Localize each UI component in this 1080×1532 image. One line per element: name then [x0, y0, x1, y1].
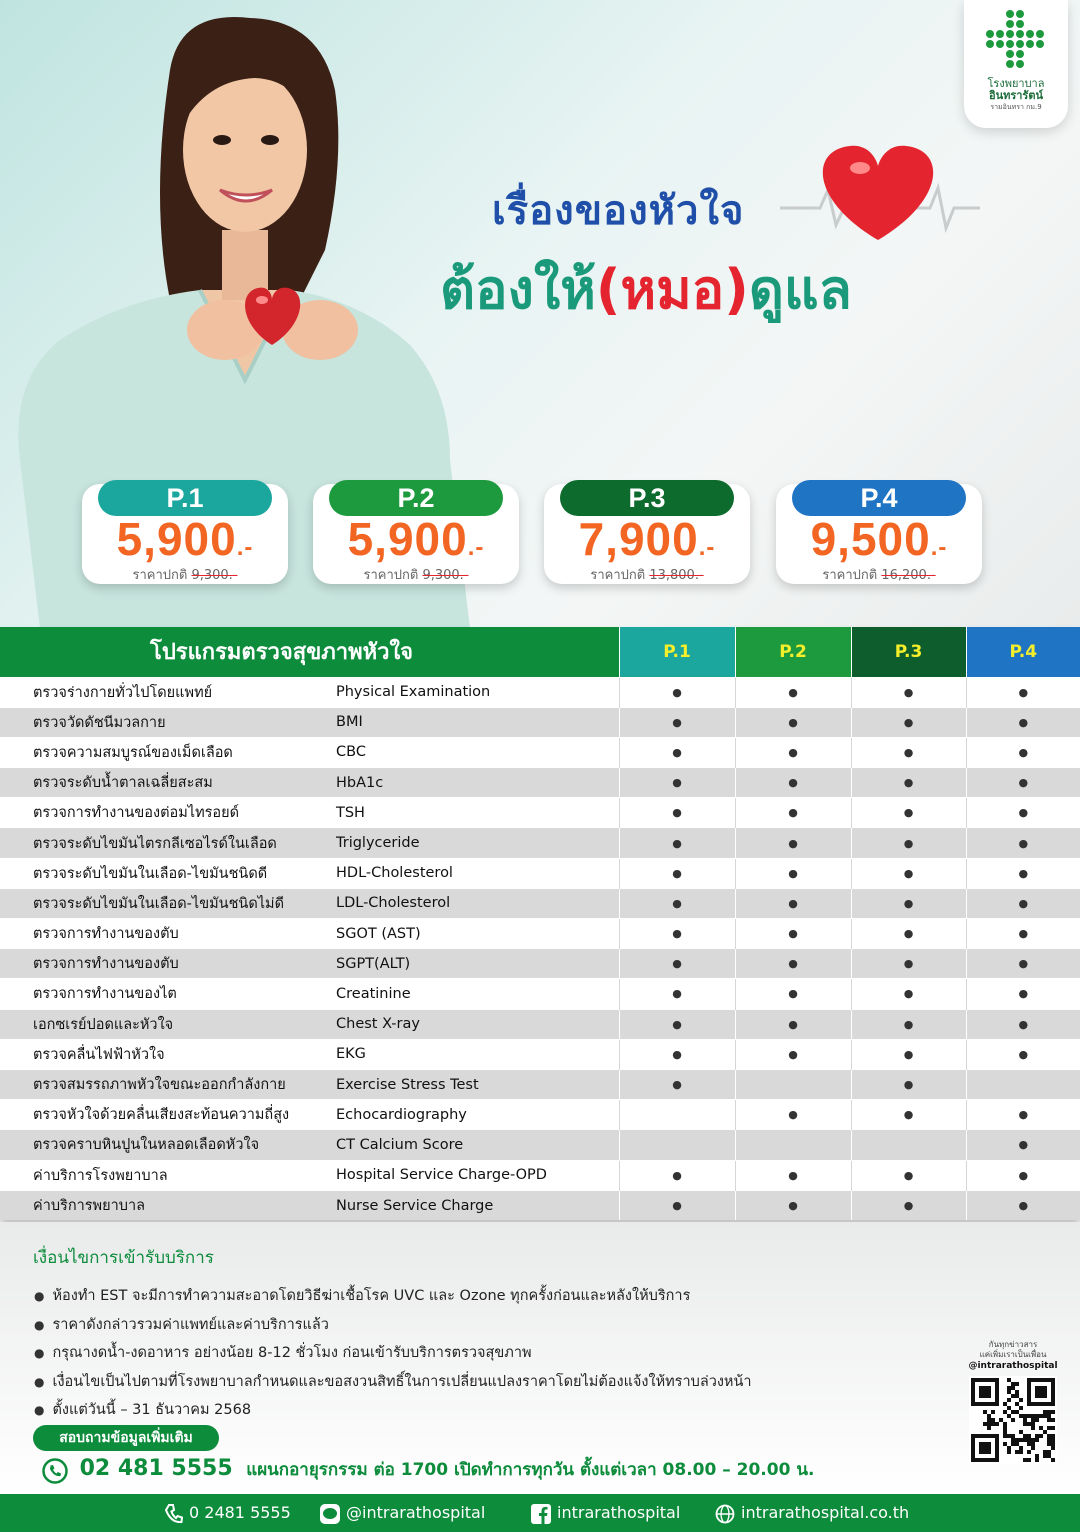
package-name: P.1: [98, 480, 272, 516]
package-normal-price: ราคาปกติ 9,300.-: [132, 568, 238, 583]
row-label-thai: ตรวจสมรรถภาพหัวใจขณะออกกำลังกาย: [0, 1069, 332, 1099]
table-title: โปรแกรมตรวจสุขภาพหัวใจ: [0, 627, 619, 677]
inclusion-mark-p2: ●: [735, 768, 851, 798]
inclusion-mark-p1: ●: [619, 919, 735, 949]
table-row: [0, 1190, 1080, 1220]
hospital-name-line3: รามอินทรา กม.9: [990, 103, 1042, 111]
row-label-thai: ตรวจวัดดัชนีมวลกาย: [0, 707, 332, 737]
inclusion-mark-p2: [735, 1130, 851, 1160]
package-card-p1: [82, 484, 288, 584]
inclusion-mark-p2: ●: [735, 1009, 851, 1039]
inclusion-mark-p1: ●: [619, 798, 735, 828]
inclusion-mark-p4: [966, 1069, 1080, 1099]
inclusion-mark-p2: ●: [735, 1190, 851, 1220]
inclusion-mark-p2: ●: [735, 858, 851, 888]
table-row: [0, 1039, 1080, 1069]
inclusion-mark-p4: ●: [966, 1009, 1080, 1039]
row-label-english: Echocardiography: [332, 1100, 619, 1130]
row-label-english: EKG: [332, 1039, 619, 1069]
inclusion-mark-p4: ●: [966, 737, 1080, 767]
row-label-english: CBC: [332, 737, 619, 767]
inclusion-mark-p4: ●: [966, 1160, 1080, 1190]
footer-phone[interactable]: 0 2481 5555: [165, 1494, 291, 1532]
inclusion-mark-p4: ●: [966, 1130, 1080, 1160]
row-label-thai: ตรวจการทำงานของตับ: [0, 949, 332, 979]
row-label-english: Nurse Service Charge: [332, 1190, 619, 1220]
inclusion-mark-p3: ●: [851, 858, 966, 888]
inclusion-mark-p3: ●: [851, 949, 966, 979]
package-normal-price: ราคาปกติ 13,800.-: [590, 568, 704, 583]
inclusion-mark-p3: ●: [851, 888, 966, 918]
inclusion-mark-p2: ●: [735, 798, 851, 828]
table-row: [0, 1069, 1080, 1099]
row-label-english: LDL-Cholesterol: [332, 888, 619, 918]
inclusion-mark-p4: ●: [966, 1190, 1080, 1220]
row-label-english: Physical Examination: [332, 677, 619, 707]
inclusion-mark-p1: ●: [619, 888, 735, 918]
inclusion-mark-p2: ●: [735, 919, 851, 949]
row-label-english: CT Calcium Score: [332, 1130, 619, 1160]
row-label-thai: ตรวจระดับไขมันในเลือด-ไขมันชนิดดี: [0, 858, 332, 888]
line-app-icon: [320, 1504, 340, 1524]
table-row: [0, 1130, 1080, 1160]
row-label-english: Hospital Service Charge-OPD: [332, 1160, 619, 1190]
inclusion-mark-p1: ●: [619, 768, 735, 798]
inclusion-mark-p2: [735, 1069, 851, 1099]
condition-item: ● ตั้งแต่วันนี้ – 31 ธันวาคม 2568: [34, 1396, 752, 1425]
inclusion-mark-p4: ●: [966, 888, 1080, 918]
headline-part2: (หมอ): [595, 258, 749, 321]
footer-website[interactable]: intrarathospital.co.th: [715, 1494, 909, 1532]
inclusion-mark-p4: ●: [966, 798, 1080, 828]
inclusion-mark-p1: ●: [619, 677, 735, 707]
qr-handle: @intrarathospital: [968, 1361, 1058, 1371]
inclusion-mark-p4: ●: [966, 1039, 1080, 1069]
package-price: 7,900.-: [578, 513, 716, 565]
row-label-thai: ตรวจความสมบูรณ์ของเม็ดเลือด: [0, 737, 332, 767]
heart-ecg-icon: [780, 140, 980, 250]
inclusion-mark-p4: ●: [966, 1100, 1080, 1130]
column-header-p1: P.1: [619, 627, 735, 677]
table-row: [0, 737, 1080, 767]
table-row: [0, 798, 1080, 828]
headline-part3: ดูแล: [748, 258, 852, 321]
hospital-name-line1: โรงพยาบาล: [987, 77, 1045, 90]
table-row: [0, 1009, 1080, 1039]
inclusion-mark-p3: ●: [851, 1039, 966, 1069]
row-label-thai: เอกซเรย์ปอดและหัวใจ: [0, 1009, 332, 1039]
globe-icon: [715, 1504, 735, 1524]
row-label-thai: ตรวจระดับไขมันไตรกลีเซอไรด์ในเลือด: [0, 828, 332, 858]
row-label-english: TSH: [332, 798, 619, 828]
row-label-thai: ตรวจคราบหินปูนในหลอดเลือดหัวใจ: [0, 1130, 332, 1160]
condition-item: ● ห้องทำ EST จะมีการทำความสะอาดโดยวิธีฆ่าเชื้อโรค UVC และ Ozone ทุกครั้งก่อนและหลังให้บริการ: [34, 1282, 752, 1311]
inclusion-mark-p2: ●: [735, 737, 851, 767]
row-label-thai: ตรวจระดับไขมันในเลือด-ไขมันชนิดไม่ดี: [0, 888, 332, 918]
row-label-english: Creatinine: [332, 979, 619, 1009]
package-price: 5,900.-: [347, 513, 485, 565]
table-row: [0, 888, 1080, 918]
table-row: [0, 707, 1080, 737]
qr-section: [964, 1340, 1062, 1468]
inclusion-mark-p3: ●: [851, 1190, 966, 1220]
inclusion-mark-p4: ●: [966, 949, 1080, 979]
inclusion-mark-p1: ●: [619, 737, 735, 767]
inclusion-mark-p3: ●: [851, 707, 966, 737]
inclusion-mark-p2: ●: [735, 707, 851, 737]
headline-line2: [440, 246, 852, 332]
phone-description: แผนกอายุรกรรม ต่อ 1700 เปิดทำการทุกวัน ตั้งแต่เวลา 08.00 – 20.00 น.: [246, 1460, 815, 1480]
phone-contact-line[interactable]: [42, 1456, 814, 1484]
row-label-thai: ตรวจการทำงานของไต: [0, 979, 332, 1009]
package-card-p3: [544, 484, 750, 584]
package-normal-price: ราคาปกติ 9,300.-: [363, 568, 469, 583]
inclusion-mark-p2: ●: [735, 1160, 851, 1190]
table-row: [0, 768, 1080, 798]
package-card-p2: [313, 484, 519, 584]
inclusion-mark-p1: ●: [619, 1069, 735, 1099]
row-label-english: Chest X-ray: [332, 1009, 619, 1039]
table-row: [0, 677, 1080, 707]
inclusion-mark-p1: ●: [619, 1190, 735, 1220]
row-label-english: HDL-Cholesterol: [332, 858, 619, 888]
footer-facebook[interactable]: intrarathospital: [531, 1494, 680, 1532]
inclusion-mark-p3: ●: [851, 768, 966, 798]
conditions-title: เงื่อนไขการเข้ารับบริการ: [33, 1248, 214, 1268]
condition-item: ● กรุณางดน้ำ-งดอาหาร อย่างน้อย 8-12 ชั่วโมง ก่อนเข้ารับบริการตรวจสุขภาพ: [34, 1339, 752, 1368]
row-label-thai: ค่าบริการพยาบาล: [0, 1190, 332, 1220]
table-row: [0, 919, 1080, 949]
inclusion-mark-p2: ●: [735, 828, 851, 858]
headline-part1: ต้องให้: [440, 258, 596, 321]
inclusion-mark-p3: ●: [851, 979, 966, 1009]
row-label-thai: ตรวจการทำงานของต่อมไทรอยด์: [0, 798, 332, 828]
inclusion-mark-p2: ●: [735, 888, 851, 918]
inclusion-mark-p1: ●: [619, 949, 735, 979]
inclusion-mark-p4: ●: [966, 919, 1080, 949]
inclusion-mark-p1: [619, 1100, 735, 1130]
row-label-english: Triglyceride: [332, 828, 619, 858]
inclusion-mark-p1: ●: [619, 1009, 735, 1039]
inclusion-mark-p4: ●: [966, 707, 1080, 737]
inclusion-mark-p3: ●: [851, 1069, 966, 1099]
table-row: [0, 858, 1080, 888]
row-label-thai: ตรวจหัวใจด้วยคลื่นเสียงสะท้อนความถี่สูง: [0, 1100, 332, 1130]
inclusion-mark-p3: ●: [851, 828, 966, 858]
table-row: [0, 979, 1080, 1009]
phone-number: 02 481 5555: [79, 1456, 233, 1481]
inclusion-mark-p2: ●: [735, 1100, 851, 1130]
program-table: [0, 627, 1080, 1220]
row-label-english: BMI: [332, 707, 619, 737]
conditions-list: [34, 1282, 752, 1425]
condition-item: ● ราคาดังกล่าวรวมค่าแพทย์และค่าบริการแล้ว: [34, 1311, 752, 1340]
row-label-thai: ค่าบริการโรงพยาบาล: [0, 1160, 332, 1190]
inclusion-mark-p3: ●: [851, 1009, 966, 1039]
inclusion-mark-p4: ●: [966, 828, 1080, 858]
inclusion-mark-p1: ●: [619, 1039, 735, 1069]
inclusion-mark-p1: ●: [619, 858, 735, 888]
inclusion-mark-p1: ●: [619, 828, 735, 858]
row-label-thai: ตรวจร่างกายทั่วไปโดยแพทย์: [0, 677, 332, 707]
table-row: [0, 1100, 1080, 1130]
inclusion-mark-p3: ●: [851, 1100, 966, 1130]
inclusion-mark-p3: ●: [851, 798, 966, 828]
inclusion-mark-p3: ●: [851, 677, 966, 707]
column-header-p2: P.2: [735, 627, 851, 677]
inclusion-mark-p3: ●: [851, 1160, 966, 1190]
hospital-logo: [964, 0, 1068, 128]
footer-bar: [0, 1494, 1080, 1532]
package-name: P.2: [329, 480, 503, 516]
table-body: [0, 677, 1080, 1220]
inclusion-mark-p3: [851, 1130, 966, 1160]
row-label-english: Exercise Stress Test: [332, 1069, 619, 1099]
inquiry-label: สอบถามข้อมูลเพิ่มเติม: [33, 1425, 219, 1451]
column-header-p4: P.4: [966, 627, 1080, 677]
hospital-cross-icon: [986, 10, 1046, 68]
package-name: P.4: [792, 480, 966, 516]
package-price: 5,900.-: [116, 513, 254, 565]
column-header-p3: P.3: [851, 627, 966, 677]
row-label-english: SGOT (AST): [332, 919, 619, 949]
footer-line[interactable]: @intrarathospital: [320, 1494, 485, 1532]
row-label-thai: ตรวจคลื่นไฟฟ้าหัวใจ: [0, 1039, 332, 1069]
package-normal-price: ราคาปกติ 16,200.-: [822, 568, 936, 583]
qr-text-line2: แค่เพิ่มเราเป็นเพื่อน: [979, 1350, 1047, 1359]
inclusion-mark-p4: ●: [966, 768, 1080, 798]
condition-item: ● เงื่อนไขเป็นไปตามที่โรงพยาบาลกำหนดและขอสงวนสิทธิ์ในการเปลี่ยนแปลงราคาโดยไม่ต้องแจ้งให้ทราบล่วงหน้า: [34, 1368, 752, 1397]
table-row: [0, 949, 1080, 979]
row-label-thai: ตรวจการทำงานของตับ: [0, 919, 332, 949]
inclusion-mark-p1: ●: [619, 979, 735, 1009]
inclusion-mark-p3: ●: [851, 919, 966, 949]
inclusion-mark-p2: ●: [735, 979, 851, 1009]
row-label-thai: ตรวจระดับน้ำตาลเฉลี่ยสะสม: [0, 768, 332, 798]
hero-banner: [0, 0, 1080, 628]
package-name: P.3: [560, 480, 734, 516]
qr-code-icon[interactable]: [969, 1376, 1057, 1464]
row-label-english: SGPT(ALT): [332, 949, 619, 979]
facebook-icon: [531, 1504, 551, 1524]
inclusion-mark-p4: ●: [966, 677, 1080, 707]
qr-text-line1: กันทุกข่าวสาร: [988, 1340, 1038, 1349]
conditions-section: [0, 1222, 1080, 1494]
hospital-name-line2: อินทรารัตน์: [988, 89, 1044, 102]
phone-icon: [42, 1458, 68, 1484]
table-row: [0, 828, 1080, 858]
inclusion-mark-p2: ●: [735, 1039, 851, 1069]
headline-line1: เรื่องของหัวใจ: [492, 188, 745, 234]
phone-icon: [165, 1504, 183, 1524]
inclusion-mark-p1: [619, 1130, 735, 1160]
table-row: [0, 1160, 1080, 1190]
inclusion-mark-p1: ●: [619, 1160, 735, 1190]
package-price: 9,500.-: [810, 513, 948, 565]
inclusion-mark-p3: ●: [851, 737, 966, 767]
inclusion-mark-p2: ●: [735, 949, 851, 979]
inclusion-mark-p1: ●: [619, 707, 735, 737]
inclusion-mark-p4: ●: [966, 858, 1080, 888]
inclusion-mark-p4: ●: [966, 979, 1080, 1009]
inclusion-mark-p2: ●: [735, 677, 851, 707]
row-label-english: HbA1c: [332, 768, 619, 798]
package-card-p4: [776, 484, 982, 584]
